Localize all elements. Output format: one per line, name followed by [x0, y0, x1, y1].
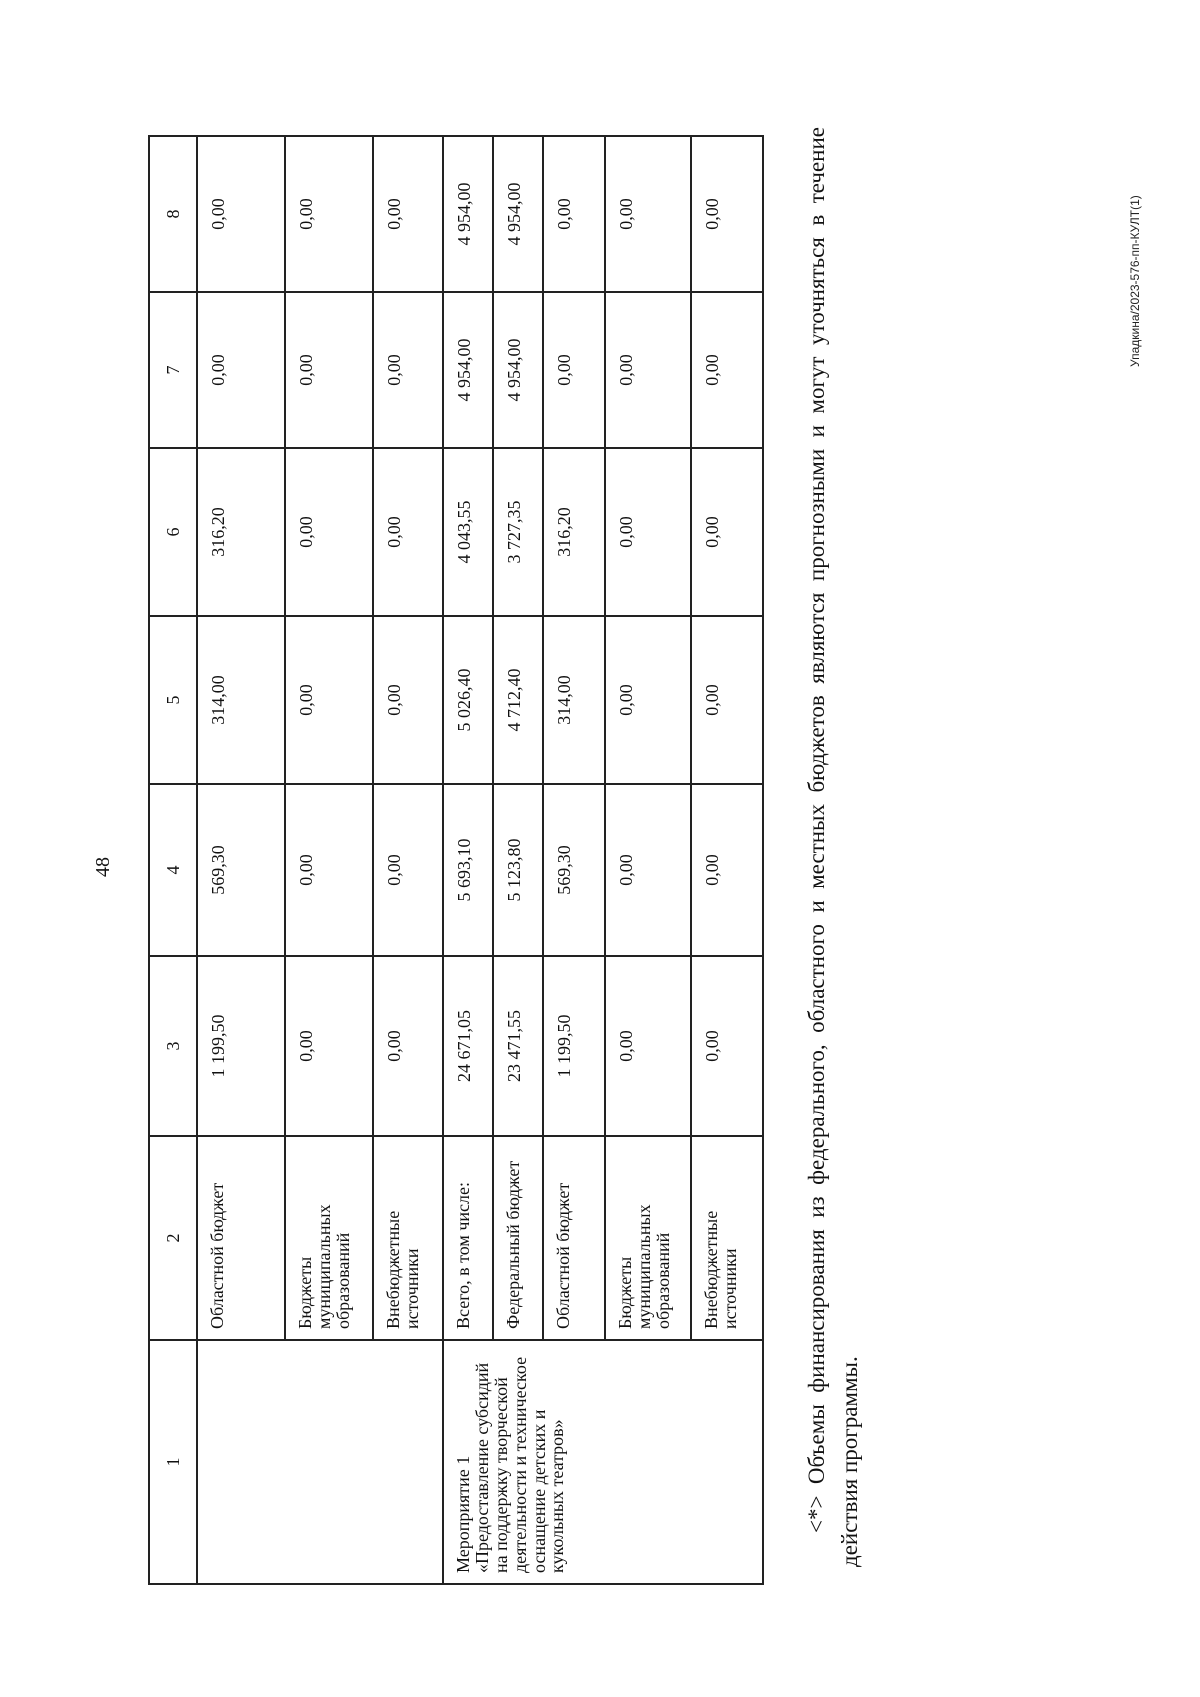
value-cell: 0,00: [197, 136, 285, 292]
value-cell: 23 471,55: [493, 956, 543, 1136]
value-cell: 569,30: [197, 784, 285, 956]
value-cell: 4 954,00: [443, 136, 493, 292]
value-cell: 0,00: [373, 616, 443, 784]
value-cell: 0,00: [691, 616, 763, 784]
value-cell: 0,00: [605, 616, 691, 784]
source-cell: Внебюджетные источники: [373, 1136, 443, 1340]
value-cell: 1 199,50: [197, 956, 285, 1136]
value-cell: 4 954,00: [493, 136, 543, 292]
value-cell: 0,00: [373, 292, 443, 448]
value-cell: 0,00: [285, 292, 373, 448]
value-cell: 4 954,00: [443, 292, 493, 448]
event-cell: Мероприятие 1 «Предоставление субсидий на поддержку творческой деятельности и техническое оснащение детских и кукольных театров»: [443, 1340, 763, 1584]
header-cell: 1: [149, 1340, 197, 1584]
source-cell: Всего, в том числе:: [443, 1136, 493, 1340]
source-cell: Областной бюджет: [197, 1136, 285, 1340]
value-cell: 4 954,00: [493, 292, 543, 448]
value-cell: 0,00: [285, 448, 373, 616]
value-cell: 5 123,80: [493, 784, 543, 956]
header-cell: 6: [149, 448, 197, 616]
value-cell: 316,20: [197, 448, 285, 616]
source-cell: Бюджеты муниципальных образований: [605, 1136, 691, 1340]
value-cell: 4 043,55: [443, 448, 493, 616]
value-cell: 0,00: [373, 136, 443, 292]
header-cell: 2: [149, 1136, 197, 1340]
header-cell: 8: [149, 136, 197, 292]
value-cell: 4 712,40: [493, 616, 543, 784]
value-cell: 0,00: [605, 448, 691, 616]
value-cell: 0,00: [691, 292, 763, 448]
value-cell: 0,00: [197, 292, 285, 448]
source-cell: Внебюджетные источники: [691, 1136, 763, 1340]
value-cell: 1 199,50: [543, 956, 605, 1136]
source-cell: Областной бюджет: [543, 1136, 605, 1340]
value-cell: 0,00: [285, 956, 373, 1136]
value-cell: 0,00: [605, 956, 691, 1136]
value-cell: 569,30: [543, 784, 605, 956]
footnote-text: <*> Объемы финансирования из федерального, областного и местных бюджетов являются прогнозными и могут уточняться в течение действия программы.: [804, 127, 863, 1567]
header-cell: 7: [149, 292, 197, 448]
source-cell: Бюджеты муниципальных образований: [285, 1136, 373, 1340]
value-cell: 0,00: [373, 448, 443, 616]
value-cell: 0,00: [605, 784, 691, 956]
value-cell: 0,00: [605, 292, 691, 448]
value-cell: 0,00: [543, 292, 605, 448]
value-cell: 0,00: [691, 956, 763, 1136]
value-cell: 314,00: [197, 616, 285, 784]
value-cell: 5 693,10: [443, 784, 493, 956]
event-cell: [197, 1340, 443, 1584]
document-code: Упадкина/2023-576-пп-КУЛТ(1): [1128, 195, 1142, 367]
value-cell: 316,20: [543, 448, 605, 616]
value-cell: 3 727,35: [493, 448, 543, 616]
value-cell: 314,00: [543, 616, 605, 784]
value-cell: 0,00: [373, 956, 443, 1136]
value-cell: 5 026,40: [443, 616, 493, 784]
header-cell: 5: [149, 616, 197, 784]
value-cell: 0,00: [605, 136, 691, 292]
value-cell: 0,00: [543, 136, 605, 292]
value-cell: 0,00: [691, 784, 763, 956]
header-row: [149, 136, 197, 1584]
value-cell: 0,00: [285, 616, 373, 784]
value-cell: 0,00: [691, 136, 763, 292]
value-cell: 24 671,05: [443, 956, 493, 1136]
table-row: [443, 136, 493, 1584]
value-cell: 0,00: [373, 784, 443, 956]
page-number: 48: [92, 857, 114, 877]
header-cell: 3: [149, 956, 197, 1136]
value-cell: 0,00: [285, 136, 373, 292]
footnote: [800, 127, 867, 1567]
value-cell: 0,00: [691, 448, 763, 616]
financing-table: [148, 135, 764, 1585]
value-cell: 0,00: [285, 784, 373, 956]
table-row: [197, 136, 285, 1584]
source-cell: Федеральный бюджет: [493, 1136, 543, 1340]
header-cell: 4: [149, 784, 197, 956]
